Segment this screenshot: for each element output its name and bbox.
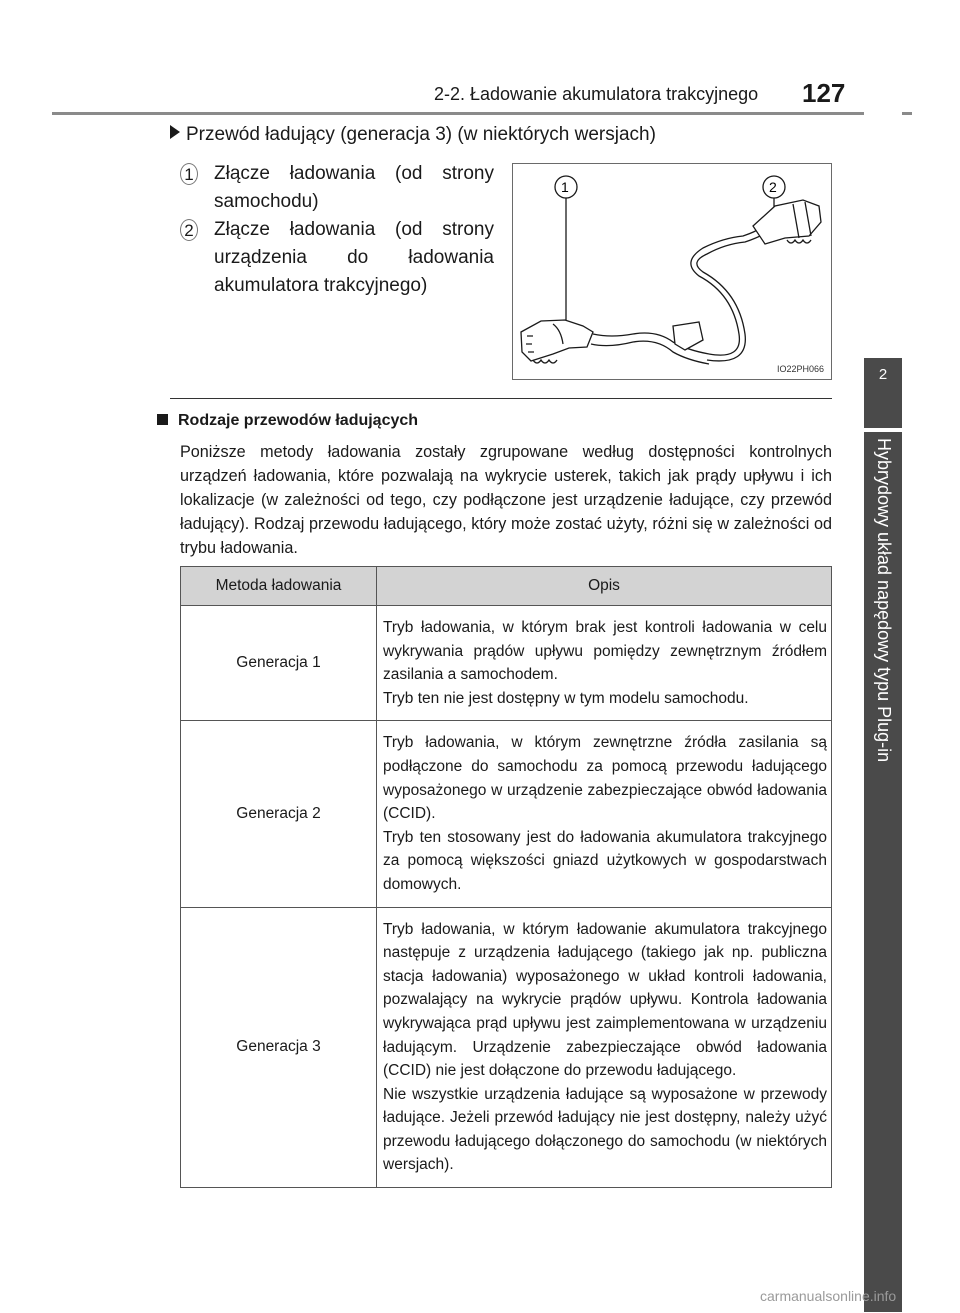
table-header-row bbox=[181, 567, 832, 606]
method-cell: Generacja 1 bbox=[181, 606, 377, 721]
callout-text-1: Złącze ładowania (od strony samochodu) bbox=[214, 163, 494, 212]
method-cell: Generacja 3 bbox=[181, 907, 377, 1188]
callout-number-2: 2 bbox=[180, 219, 198, 241]
description-text: Tryb ładowania, w którym ładowanie akumulatora trakcyjnego następuje z urządzenia ładującego (takiego jak np. publiczna stacja ładowania) wyposażonego w układ kontroli ładowania, pozwalający na wykrycie prądów upływu. Kontrola ładowania wykrywająca prąd upływu jest zaimplementowana w urządzeniu ładującym. Urządzenie zabezpieczające obwód ładowania (CCID) nie jest dołączone do przewodu ładującego. bbox=[383, 920, 827, 1080]
charging-methods-table bbox=[180, 566, 832, 1188]
figure-code: IO22PH066 bbox=[777, 364, 825, 374]
table-row bbox=[181, 606, 832, 721]
section-divider bbox=[170, 398, 832, 399]
callout-item-1 bbox=[180, 160, 494, 216]
watermark: carmanualsonline.info bbox=[760, 1288, 897, 1304]
callout-item-2 bbox=[180, 216, 494, 300]
arrow-right-icon bbox=[170, 125, 180, 139]
section-heading-text: Rodzaje przewodów ładujących bbox=[178, 412, 419, 429]
description-note: Tryb ten stosowany jest do ładowania akumulatora trakcyjnego za pomocą większości gniazd użytkowych w gospodarstwach domowych. bbox=[383, 828, 827, 893]
callout-text-2: Złącze ładowania (od strony urządzenia do ładowania akumulatora trakcyjnego) bbox=[214, 219, 494, 296]
header-rule bbox=[52, 112, 912, 115]
side-tab-top bbox=[864, 84, 902, 354]
charging-cable-figure bbox=[512, 163, 832, 380]
description-cell bbox=[377, 721, 832, 907]
chapter-number: 2 bbox=[878, 366, 888, 383]
section-heading bbox=[157, 412, 418, 430]
figure-label-1: 1 bbox=[561, 179, 569, 195]
charging-cable-illustration bbox=[513, 164, 831, 379]
column-header-method: Metoda ładowania bbox=[181, 567, 377, 606]
description-text: Tryb ładowania, w którym brak jest kontroli ładowania w celu wykrywania prądów upływu pomiędzy zewnętrznym źródłem zasilania a samochodem. bbox=[383, 619, 827, 684]
method-cell: Generacja 2 bbox=[181, 721, 377, 907]
chapter-label: Hybrydowy układ napędowy typu Plug-in bbox=[874, 438, 894, 763]
callout-number-1: 1 bbox=[180, 163, 198, 185]
table-row bbox=[181, 907, 832, 1188]
table-row bbox=[181, 721, 832, 907]
description-cell bbox=[377, 606, 832, 721]
column-header-description: Opis bbox=[377, 567, 832, 606]
description-note: Nie wszystkie urządzenia ładujące są wyposażone w przewody ładujące. Jeżeli przewód ładujący nie jest dostępny, należy użyć przewodu ładującego dołączonego do samochodu (w niektórych wersjach). bbox=[383, 1085, 827, 1174]
description-note: Tryb ten nie jest dostępny w tym modelu samochodu. bbox=[383, 689, 749, 707]
page-number: 127 bbox=[802, 78, 846, 108]
figure-label-2: 2 bbox=[769, 179, 777, 195]
section-paragraph: Poniższe metody ładowania zostały zgrupowane według dostępności kontrolnych urządzeń ładowania, które pozwalają na wykrycie usterek, takich jak prądy upływu i ich lokalizacje (w zależności od tego, czy podłączone jest urządzenie ładujące, czy przewód ładujący). Rodzaj przewodu ładującego, który może zostać użyty, różni się w zależności od trybu ładowania. bbox=[180, 443, 832, 557]
square-bullet-icon bbox=[157, 414, 168, 425]
subsection-title bbox=[170, 124, 656, 146]
header-title: 2-2. Ładowanie akumulatora trakcyjnego bbox=[434, 84, 759, 104]
subsection-title-text: Przewód ładujący (generacja 3) (w niektórych wersjach) bbox=[186, 124, 656, 145]
description-text: Tryb ładowania, w którym zewnętrzne źródła zasilania są podłączone do samochodu za pomocą przewodu ładującego wyposażonego w urządzenie zabezpieczające obwód ładowania (CCID). bbox=[383, 734, 827, 823]
description-cell bbox=[377, 907, 832, 1188]
